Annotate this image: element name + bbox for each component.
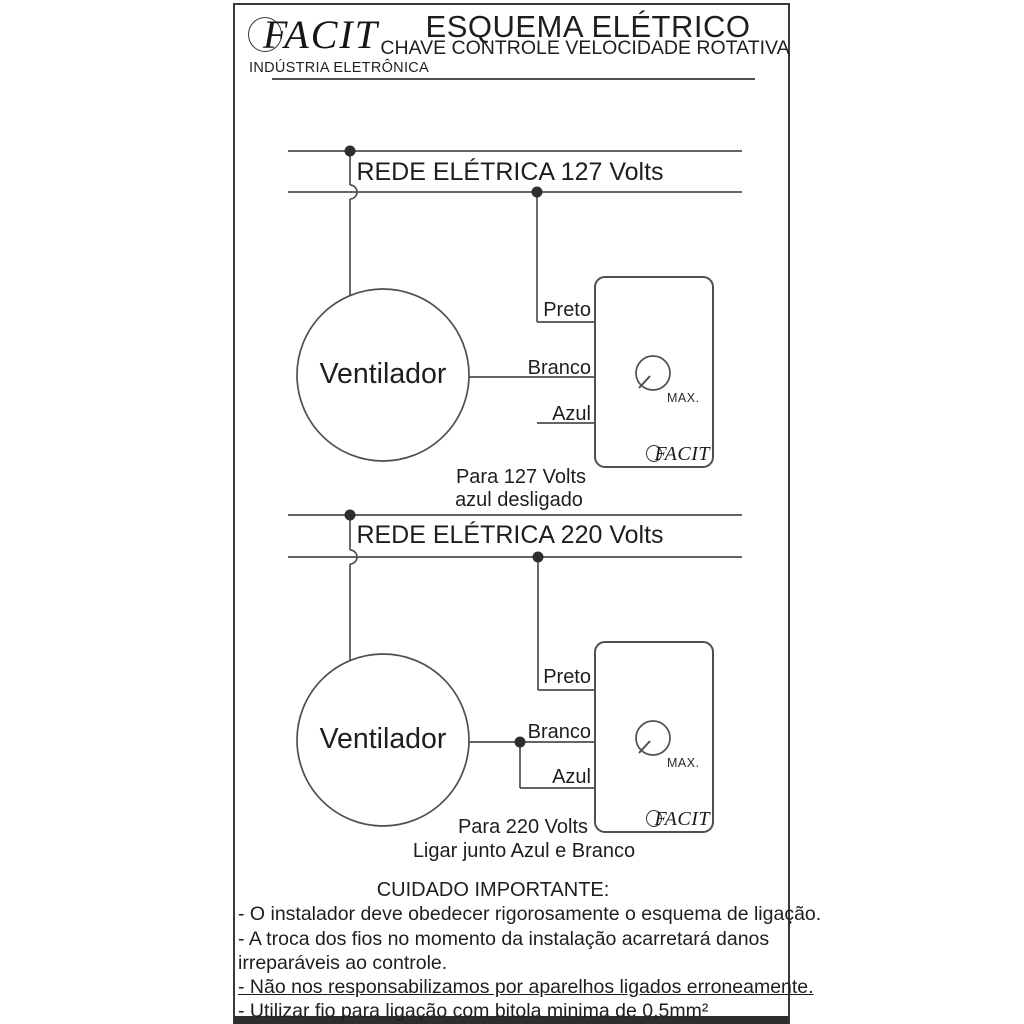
note-220-line2: Ligar junto Azul e Branco (412, 840, 636, 862)
brand-logo: FACIT (263, 12, 379, 57)
footer-item-2: - A troca dos fios no momento da instalação acarretará danos (238, 928, 770, 950)
wire-label-branco-220: Branco (527, 721, 591, 743)
wire-label-preto-127: Preto (543, 299, 591, 321)
knob-max-label-220: MAX. (667, 756, 700, 770)
knob-max-label-127: MAX. (667, 391, 700, 405)
page-title: ESQUEMA ELÉTRICO (425, 9, 751, 44)
rail-label-127: REDE ELÉTRICA 127 Volts (356, 158, 664, 186)
box-brand-220: FACIT (654, 808, 710, 830)
control-box-127 (595, 277, 713, 467)
footer-item-2-cont: irreparáveis ao controle. (238, 952, 448, 974)
wire-label-preto-220: Preto (543, 666, 591, 688)
header-divider (272, 78, 755, 80)
junction-dot (345, 146, 356, 157)
footer-item-3: - Não nos responsabilizamos por aparelhos ligados erroneamente. (238, 976, 814, 998)
footer-item-4: - Utilizar fio para ligação com bitola minima de 0,5mm² (238, 1000, 709, 1022)
wire-label-azul-127: Azul (552, 403, 591, 425)
brand-subtitle: INDÚSTRIA ELETRÔNICA (249, 60, 430, 76)
note-127-line1: Para 127 Volts (455, 466, 587, 488)
wire-label-azul-220: Azul (552, 766, 591, 788)
fan-label-127: Ventilador (319, 357, 447, 390)
junction-dot (532, 187, 543, 198)
page-subtitle: CHAVE CONTROLE VELOCIDADE ROTATIVA (380, 37, 790, 59)
control-box-220 (595, 642, 713, 832)
note-127-line2: azul desligado (455, 489, 583, 511)
footer-item-1: - O instalador deve obedecer rigorosamente o esquema de ligação. (238, 903, 822, 925)
box-brand-127: FACIT (654, 443, 710, 465)
junction-dot (345, 510, 356, 521)
fan-label-220: Ventilador (319, 722, 447, 755)
wire-label-branco-127: Branco (527, 357, 591, 379)
rail-label-220: REDE ELÉTRICA 220 Volts (356, 521, 664, 549)
junction-dot (533, 552, 544, 563)
junction-dot (515, 737, 526, 748)
note-220-line1: Para 220 Volts (457, 816, 589, 838)
footer-title: CUIDADO IMPORTANTE: (376, 879, 610, 901)
